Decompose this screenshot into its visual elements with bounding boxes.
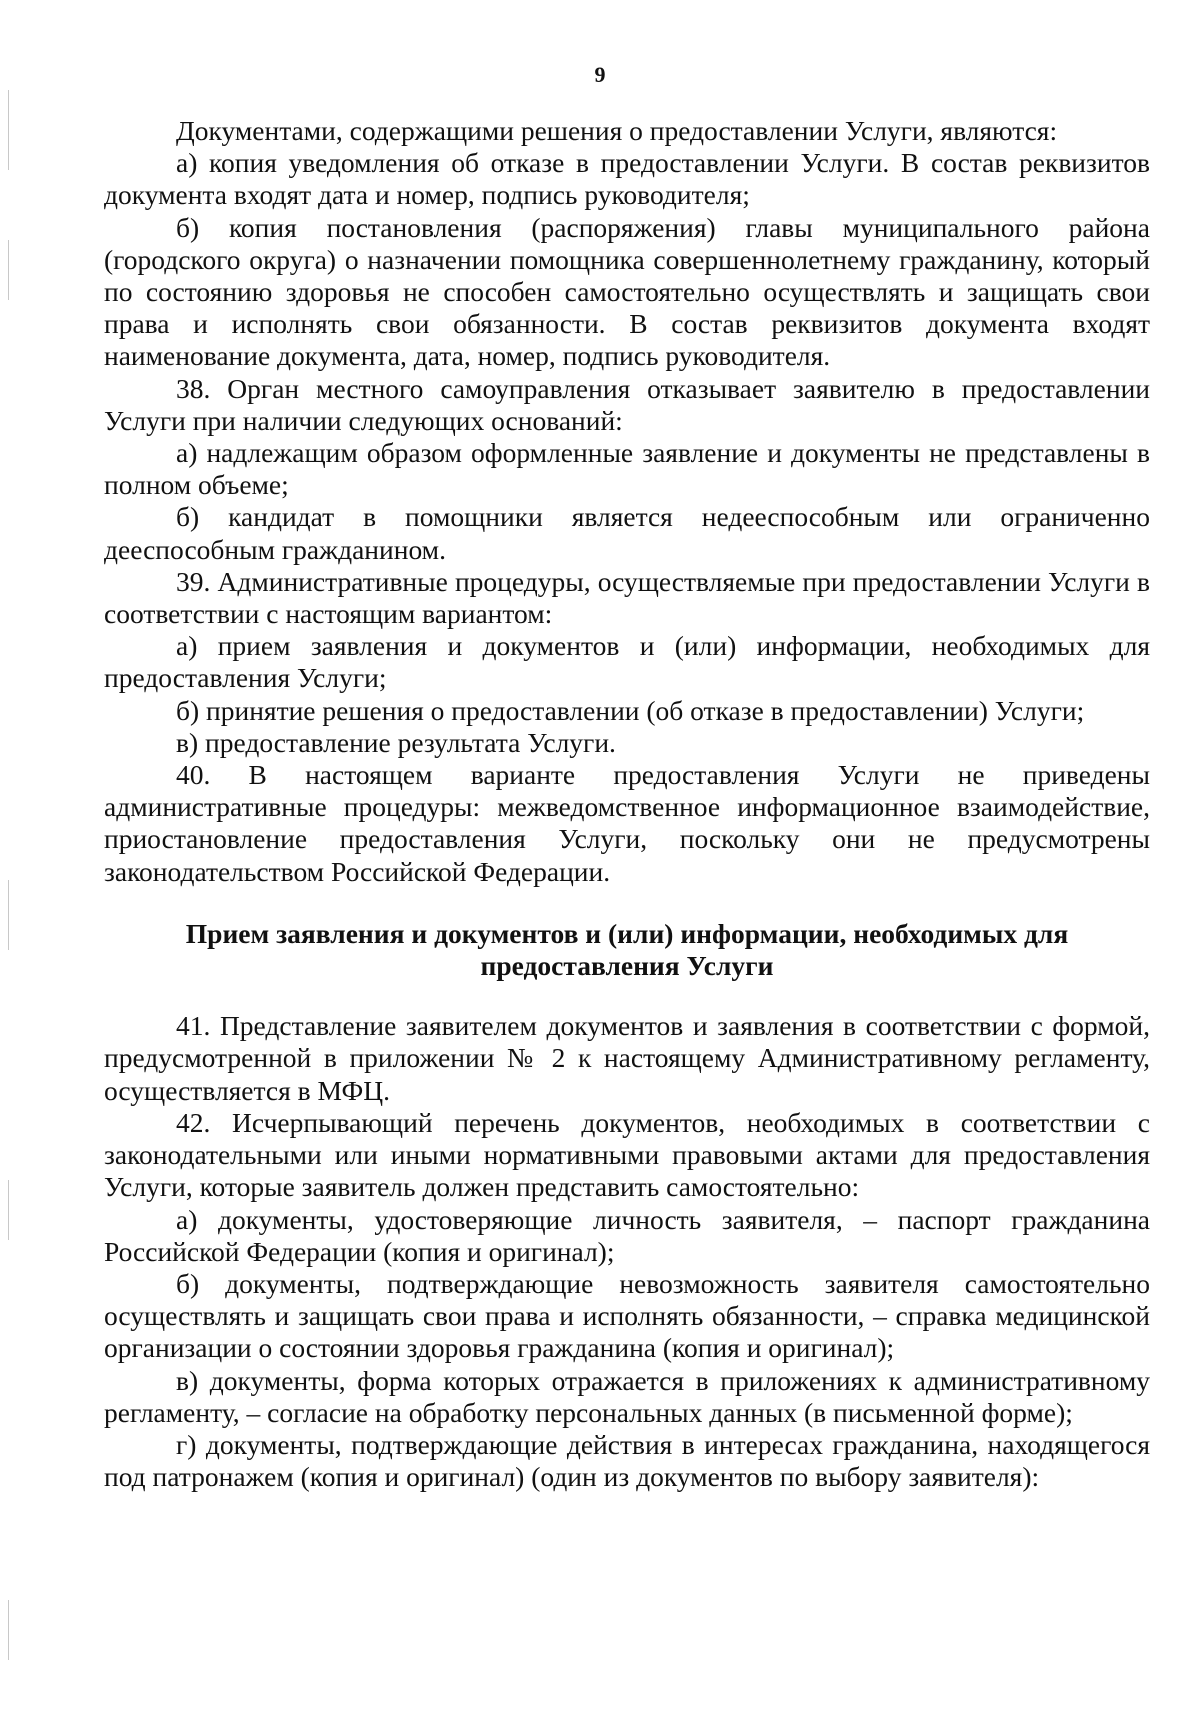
- section-heading: Прием заявления и документов и (или) информации, необходимых для предоставления Услуги: [185, 917, 1069, 982]
- paragraph: а) надлежащим образом оформленные заявление и документы не представлены в полном объеме;: [104, 437, 1150, 501]
- paragraph: б) документы, подтверждающие невозможность заявителя самостоятельно осуществлять и защищать свои права и исполнять обязанности, – справка медицинской организации о состоянии здоровья гражданина (копия и оригинал);: [104, 1267, 1150, 1364]
- paragraph: 39. Административные процедуры, осуществляемые при предоставлении Услуги в соответствии с настоящим вариантом:: [104, 565, 1150, 630]
- paragraph: 40. В настоящем варианте предоставления Услуги не приведены административные процедуры: межведомственное информационное взаимодействие, приостановление предоставления Услуги, поскольку они не предусмотрены законодательством Российской Федерации.: [104, 759, 1150, 887]
- paragraph: а) документы, удостоверяющие личность заявителя, – паспорт гражданина Российской Федерации (копия и оригинал);: [104, 1203, 1150, 1267]
- paragraph: Документами, содержащими решения о предоставлении Услуги, являются:: [176, 115, 1058, 146]
- paragraph: в) предоставление результата Услуги.: [176, 726, 616, 758]
- paragraph: а) прием заявления и документов и (или) информации, необходимых для предоставления Услуги;: [104, 630, 1150, 694]
- paragraph: 42. Исчерпывающий перечень документов, необходимых в соответствии с законодательными или иными нормативными правовыми актами для предоставления Услуги, которые заявитель должен представить самостоятельно:: [104, 1106, 1150, 1203]
- scan-mark: [8, 1600, 9, 1660]
- page-number: 9: [594, 62, 606, 87]
- scan-mark: [8, 90, 9, 170]
- paragraph: 41. Представление заявителем документов и заявления в соответствии с формой, предусмотренной в приложении № 2 к настоящему Административному регламенту, осуществляется в МФЦ.: [104, 1010, 1150, 1106]
- scan-mark: [8, 880, 9, 950]
- paragraph: в) документы, форма которых отражается в приложениях к административному регламенту, – согласие на обработку персональных данных (в письменной форме);: [104, 1364, 1150, 1428]
- paragraph: г) документы, подтверждающие действия в интересах гражданина, находящегося под патронажем (копия и оригинал) (один из документов по выбору заявителя):: [104, 1428, 1150, 1493]
- paragraph: б) кандидат в помощники является недееспособным или ограниченно дееспособным гражданином.: [104, 501, 1150, 565]
- scan-mark: [8, 240, 9, 300]
- paragraph: 38. Орган местного самоуправления отказывает заявителю в предоставлении Услуги при наличии следующих оснований:: [104, 372, 1150, 436]
- paragraph: б) копия постановления (распоряжения) главы муниципального района (городского округа) о назначении помощника совершеннолетнему гражданину, который по состоянию здоровья не способен самостоятельно осуществлять и защищать свои права и исполнять свои обязанности. В состав реквизитов документа входят наименование документа, дата, номер, подпись руководителя.: [104, 211, 1150, 372]
- paragraph: б) принятие решения о предоставлении (об отказе в предоставлении) Услуги;: [176, 694, 1085, 726]
- document-body: [104, 115, 1150, 1493]
- paragraph: а) копия уведомления об отказе в предоставлении Услуги. В состав реквизитов документа входят дата и номер, подпись руководителя;: [104, 147, 1150, 211]
- scan-mark: [8, 1180, 9, 1240]
